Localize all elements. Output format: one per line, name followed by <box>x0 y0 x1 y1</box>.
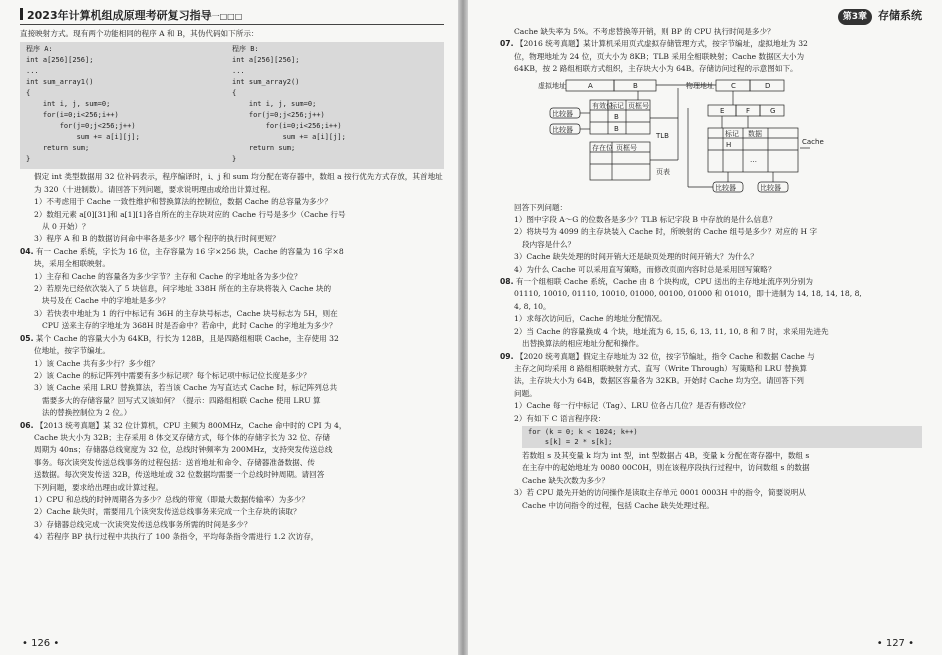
memory-access-diagram <box>538 78 828 200</box>
q03-sub2: 2）数组元素 a[0][31]和 a[1][1]各自所在的主存块对应的 Cache 行号是多少（Cache 行号 <box>34 209 346 219</box>
q07-stem <box>500 38 922 50</box>
q07-text: 【2016 统考真题】某计算机采用页式虚拟存储管理方式，按字节编址，虚拟地址为 32 <box>515 39 808 49</box>
q04-sub3-cont: CPU 送来主存的字地址为 368H 时是否命中？若命中，此时 Cache 的字地址为多少？ <box>42 321 337 331</box>
q09-sub2: 2）有如下 C 语言程序段： <box>514 413 606 423</box>
q06-stem <box>20 420 444 432</box>
q07-sub2-cont: 段内容是什么？ <box>522 239 576 249</box>
label-page-table: 页表 <box>656 167 670 176</box>
label-virtual-address: 虚拟地址 <box>538 81 566 90</box>
label-comparator-2: 比较器 <box>552 125 573 134</box>
q08-stem <box>500 276 922 288</box>
label-cache-tag: 标记 <box>725 129 739 138</box>
left-running-header <box>20 8 444 25</box>
left-page-number: • 126 • <box>22 638 60 649</box>
q09-stem <box>500 351 922 363</box>
q04-stem-cont: 块，采用全相联映射。 <box>34 259 110 269</box>
q04-sub1: 1）主存和 Cache 的容量各为多少字节？主存和 Cache 的字地址各为多少位？ <box>34 271 302 281</box>
q09-number: 09. <box>500 351 514 361</box>
label-cache-comparator-2: 比较器 <box>760 183 781 192</box>
label-comparator-1: 比较器 <box>552 109 573 118</box>
label-field-a: A <box>588 81 593 90</box>
right-page-number: • 127 • <box>876 638 914 649</box>
label-cache-data: 数据 <box>748 129 762 138</box>
q09-sub2-a: 若数组 s 及其变量 k 均为 int 型，int 型数据占 4B，变量 k 分配在寄存器中，数组 s <box>522 450 810 460</box>
q04-sub3: 3）若快表中地址为 1 的行中标记有 36H 的主存块号标志，Cache 块号标志为 5H，则在 <box>34 308 338 318</box>
label-field-d: D <box>765 81 771 90</box>
book-gutter <box>458 0 468 655</box>
header-marker <box>20 8 23 20</box>
q06-text: 【2013 统考真题】某 32 位计算机，CPU 主频为 800MHz，Cache 命中时的 CPI 为 4， <box>35 420 347 430</box>
q08-number: 08. <box>500 277 514 287</box>
label-tlb-b-row: B <box>614 112 619 121</box>
label-tlb-b-row2: B <box>614 124 619 133</box>
q07-sub2: 2）将块号为 4099 的主存块装入 Cache 时，所映射的 Cache 组号是多少？对应的 H 字 <box>514 227 818 237</box>
q06-continuation: Cache 缺失率为 5%。不考虑替换等开销，则 BP 的 CPU 执行时间是多少？ <box>514 27 775 36</box>
q04-sub2-cont: 块号及在 Cache 中的字地址是多少？ <box>42 296 170 306</box>
q05-sub2: 2）该 Cache 的标记阵列中需要有多少标记项？每个标记项中标记位长度是多少？ <box>34 370 311 380</box>
intro-text: 直接映射方式。现有两个功能相同的程序 A 和 B，其伪代码如下所示： <box>20 29 259 38</box>
label-tlb-frame: 页框号 <box>628 101 649 110</box>
chapter-title: 存储系统 <box>878 9 922 22</box>
q03-sub2-cont: 从 0 开始）？ <box>42 222 90 232</box>
q09-stem-c: 法，主存块大小为 64B，数据区容量各为 32KB。开始时 Cache 均为空。请回答下列 <box>514 376 805 386</box>
label-present-bit: 存在位 <box>592 143 613 152</box>
program-a-code: 程序 A: int a[256][256]; ... int sum_array1() { int i, j, sum=0; for(i=0;i<256;i++) for(j=0;j<256;j++) sum += a[i][j]; return sum; } <box>26 45 140 164</box>
q06-sub4: 4）若程序 BP 执行过程中共执行了 100 条指令，平均每条指令需进行 1.2 次访存， <box>34 532 319 542</box>
q05-number: 05. <box>20 333 34 343</box>
q05-sub3-cont: 需要多大的存储容量？回写式又该如何？（提示：四路组相联 Cache 使用 LRU 算 <box>42 395 321 405</box>
q07-number: 07. <box>500 39 514 49</box>
label-field-c: C <box>731 81 736 90</box>
q04-text: 有一 Cache 系统，字长为 16 位，主存容量为 16 字×256 块，Cache 的容量为 16 字×8 <box>35 246 344 256</box>
q06-sub3: 3）存储器总线完成一次读突发传送总线事务所需的时间是多少？ <box>34 519 252 529</box>
q08-sub1: 1）求每次访问后，Cache 的地址分配情况。 <box>514 314 667 324</box>
q09-sub3: 3）若 CPU 最先开始的访问操作是读取主存单元 0001 0003H 中的指令，简要说明从 <box>514 488 806 498</box>
right-running-header <box>500 8 922 24</box>
q09-sub3-cont: Cache 中访问指令的过程，包括 Cache 缺失处理过程。 <box>522 500 714 510</box>
q03-sub1: 1）不考虑用于 Cache 一致性维护和替换算法的控制位，数据 Cache 的总容量为多少？ <box>34 197 332 207</box>
q03-sub3: 3）程序 A 和 B 的数据访问命中率各是多少？哪个程序的执行时间更短？ <box>34 234 280 244</box>
label-tlb-valid: 有效位 <box>592 101 613 110</box>
q06-stem-d: 事务。每次读突发传送总线事务的过程包括：送首地址和命令、存储器准备数据、传 <box>34 457 315 467</box>
chapter-badge: 第3章 <box>838 9 872 25</box>
q09-sub2-b: 在主存中的起始地址为 0080 00C0H，则在该程序段执行过程中，访问数组 s 的数据 <box>522 463 810 473</box>
label-field-f: F <box>746 106 751 115</box>
q07-sub4: 4）为什么 Cache 可以采用直写策略，而修改页面内容时总是采用回写策略？ <box>514 264 776 274</box>
label-cache-comparator-1: 比较器 <box>715 183 736 192</box>
right-page <box>468 0 942 655</box>
q06-sub2: 2）Cache 缺失时，需要用几个读突发传送总线事务来完成一个主存块的读取？ <box>34 507 301 517</box>
q08-text: 有一个组相联 Cache 系统，Cache 由 8 个块构成，CPU 送出的主存地址流序列分别为 <box>515 277 813 287</box>
q05-stem <box>20 333 444 345</box>
q07-stem-b: 位，物理地址为 24 位，页大小为 8KB；TLB 采用全相联映射；Cache 数据区大小为 <box>514 51 805 61</box>
label-field-e: E <box>720 106 725 115</box>
q06-stem-f: 下列问题，要求给出理由或计算过程。 <box>34 482 164 492</box>
label-field-g: G <box>770 106 776 115</box>
q09-sub2-c: Cache 缺失次数为多少？ <box>522 475 610 485</box>
q08-stem-b: 01110, 10010, 01110, 10010, 01000, 00100, 01000 和 01010，即十进制为 14, 18, 14, 18, 8, <box>514 289 862 299</box>
q05-sub3: 3）该 Cache 采用 LRU 替换算法，若当该 Cache 为写直达式 Cache 时，标记阵列总共 <box>34 383 338 393</box>
q07-sub1: 1）图中字段 A～G 的位数各是多少？TLB 标记字段 B 中存放的是什么信息？ <box>514 215 777 225</box>
program-b-code: 程序 B: int a[256][256]; ... int sum_array2() { int i, j, sum=0; for(j=0;j<256;j++) for(i=0;i<256;i++) sum += a[i][j]; return sum; } <box>232 45 346 164</box>
q07-stem-c: 64KB，按 2 路组相联方式组织，主存块大小为 64B。存储访问过程的示意图如下。 <box>514 64 798 74</box>
label-field-b: B <box>633 81 638 90</box>
q06-stem-b: Cache 块大小为 32B；主存采用 8 体交叉存储方式，每个体的存储字长为 32 位、存储 <box>34 432 331 442</box>
q09-code-block: for (k = 0; k < 1024; k++) s[k] = 2 * s[k]; <box>522 426 922 448</box>
q08-sub2: 2）当 Cache 的容量换成 4 个块，地址流为 6, 15, 6, 13, 11, 10, 8 和 7 时，求采用先进先 <box>514 326 829 336</box>
q08-sub2-cont: 出替换算法的相应地址分配和操作。 <box>522 339 644 349</box>
q07-sub3: 3）Cache 缺失处理的时间开销大还是缺页处理的时间开销大？为什么？ <box>514 252 758 262</box>
q04-number: 04. <box>20 246 34 256</box>
answer-intro: 回答下列问题： <box>514 202 568 212</box>
q06-stem-e: 送数据。每次突发传送 32B，传送地址或 32 位数据均需要一个总线时钟周期。请回答 <box>34 470 325 480</box>
label-physical-address: 物理地址 <box>686 81 714 90</box>
q05-stem-cont: 位地址，按字节编址。 <box>34 346 110 356</box>
label-tlb: TLB <box>656 131 669 140</box>
q05-sub1: 1）该 Cache 共有多少行？多少组？ <box>34 358 159 368</box>
code-block-programs <box>20 42 444 169</box>
label-field-h: H <box>726 140 732 149</box>
label-pt-frame: 页框号 <box>616 143 637 152</box>
q09-text: 【2020 统考真题】假定主存地址为 32 位，按字节编址，指令 Cache 和数据 Cache 与 <box>515 351 815 361</box>
q04-sub2: 2）若原先已经依次装入了 5 块信息，问字地址 338H 所在的主存块将装入 Cache 块的 <box>34 284 332 294</box>
q09-sub1: 1）Cache 每一行中标记（Tag）、LRU 位各占几位？是否有修改位？ <box>514 401 750 411</box>
q06-stem-c: 周期为 40ns；存储器总线宽度为 32 位，总线时钟频率为 200MHz，支持突发传送总线 <box>34 445 333 455</box>
label-tlb-tag: 标记 <box>610 101 624 110</box>
q08-stem-c: 4, 8, 10。 <box>514 301 551 311</box>
left-page <box>0 0 458 655</box>
book-title: 2023年计算机组成原理考研复习指导 <box>27 9 212 22</box>
label-cache-dots: … <box>750 155 757 164</box>
q09-stem-d: 问题。 <box>514 388 537 398</box>
book-title-sub: 一□□□ <box>211 12 243 21</box>
label-cache: Cache <box>802 137 824 146</box>
q04-stem <box>20 246 444 258</box>
q05-sub3-cont2: 法的替换控制位为 2 位。） <box>42 408 132 418</box>
q05-text: 某个 Cache 的容量大小为 64KB，行长为 128B，且是四路组相联 Cache，主存使用 32 <box>35 333 339 343</box>
q03-description: 假定 int 类型数据用 32 位补码表示，程序编译时，i、j 和 sum 均分配在寄存器中，数组 a 按行优先方式存放，其首地址为 320（十进制数）。请回答下列问题，要求说明理由或给出计算过程。 <box>34 172 443 194</box>
q06-number: 06. <box>20 420 34 430</box>
q09-stem-b: 主存之间均采用 8 路组相联映射方式、直写（Write Through）写策略和 LRU 替换算 <box>514 363 807 373</box>
q06-sub1: 1）CPU 和总线的时钟周期各为多少？总线的带宽（即最大数据传输率）为多少？ <box>34 494 310 504</box>
